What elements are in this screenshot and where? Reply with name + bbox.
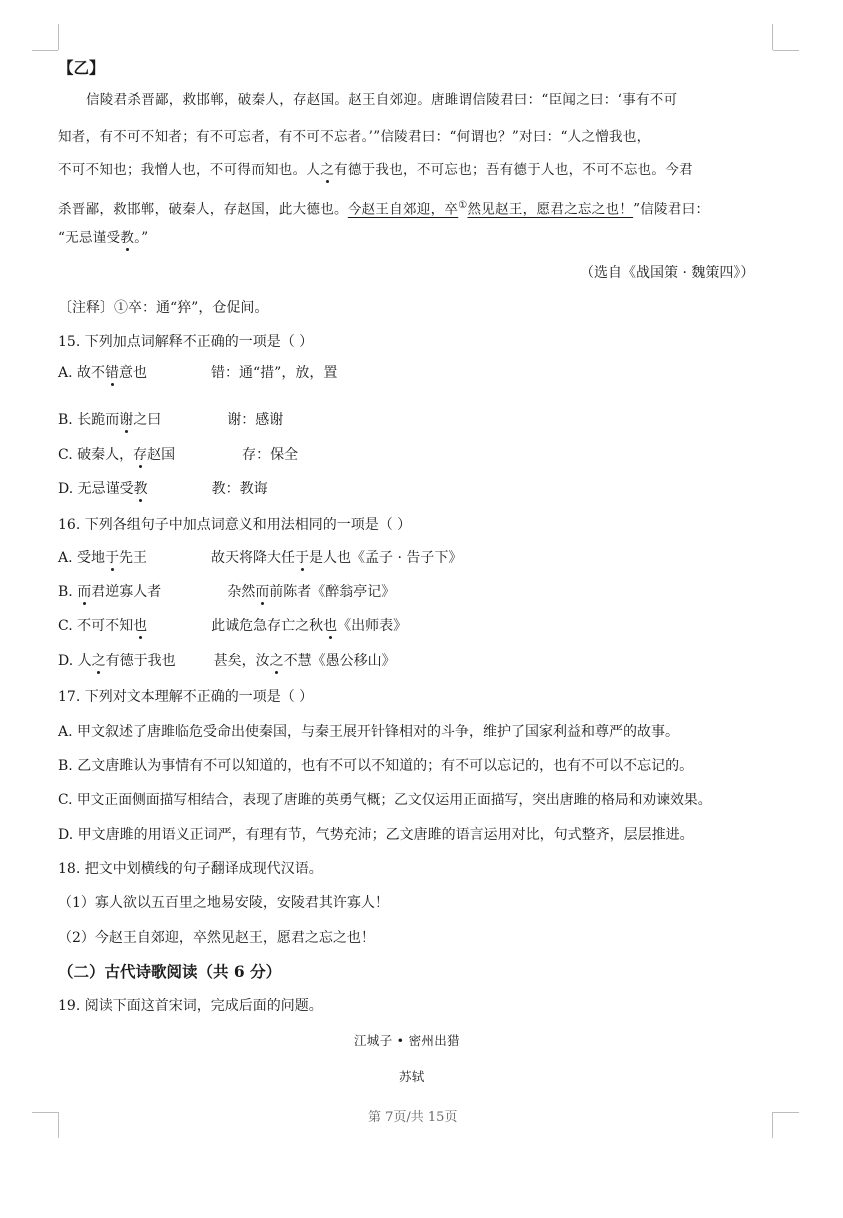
q16-b-s2-text: 杂然 — [227, 584, 256, 600]
q15-c-dotted: 存 — [133, 447, 148, 463]
underlined-sentence-part-1: 今赵王自郊迎，卒 — [347, 201, 459, 218]
q15-a-text-2: 意也 — [119, 365, 148, 381]
passage-line-4-a: 杀晋鄙，救邯郸，破秦人，存赵国，此大德也。 — [58, 201, 348, 218]
option-letter: C. — [58, 447, 73, 463]
q16-b-s1-dotted: 而 — [77, 584, 92, 600]
option-letter: B. — [58, 584, 73, 600]
q15-c-text-1: 破秦人， — [77, 447, 134, 463]
crop-mark-top-right-v — [772, 24, 773, 50]
q15-option-d — [58, 479, 268, 499]
q16-option-b — [58, 582, 395, 602]
q17-option-b: B. 乙文唐雎认为事情有不可以知道的，也有不可以不知道的；有不可以忘记的，也有不可以不忘记的。 — [58, 758, 694, 774]
q15-d-explanation: 教：教诲 — [211, 481, 268, 497]
option-letter: B. — [58, 412, 73, 428]
q15-a-text-1: 故不 — [77, 365, 106, 381]
q17-option-a: A. 甲文叙述了唐雎临危受命出使秦国，与秦王展开针锋相对的斗争，维护了国家利益和尊严的故事。 — [58, 724, 680, 740]
q16-c-s1-dotted: 也 — [133, 618, 148, 634]
q16-b-s1-rest: 君逆寡人者 — [91, 584, 162, 600]
crop-mark-top-right — [773, 50, 799, 51]
option-letter: D. — [58, 481, 74, 497]
q16-d-s1-dotted: 之 — [91, 653, 106, 669]
footnote-marker: ① — [458, 200, 468, 211]
passage-line-1: 信陵君杀晋鄙，救邯郸，破秦人，存赵国。赵王自郊迎。唐雎谓信陵君曰：“臣闻之曰：‘事有不可 — [86, 92, 678, 108]
q16-c-s2-rest: 《出师表》 — [337, 618, 408, 634]
q16-a-s1-text: 受地 — [77, 550, 106, 566]
q15-option-c — [58, 445, 298, 465]
q18-stem: 18. 把文中划横线的句子翻译成现代汉语。 — [58, 861, 323, 877]
q15-c-text-2: 赵国 — [147, 447, 176, 463]
q15-stem: 15. 下列加点词解释不正确的一项是（ ） — [58, 334, 314, 350]
option-letter: D. — [58, 653, 74, 669]
q18-sentence-1: （1）寡人欲以五百里之地易安陵，安陵君其许寡人！ — [58, 895, 389, 911]
q16-d-s1-rest: 有德于我也 — [105, 653, 176, 669]
q19-stem: 19. 阅读下面这首宋词，完成后面的问题。 — [58, 998, 323, 1014]
passage-line-2: 知者，有不可不知者；有不可忘者，有不可不忘者。’”信陵君曰：“何谓也？”对曰：“人之憎我也， — [58, 129, 651, 145]
annotation: 〔注释〕①卒：通“猝”，仓促间。 — [58, 300, 269, 316]
q16-a-s2-dotted: 于 — [295, 550, 310, 566]
dotted-word-jiao: 教 — [120, 230, 135, 246]
passage-line-5 — [58, 228, 148, 248]
q16-b-s2-rest: 前陈者《醉翁亭记》 — [269, 584, 396, 600]
q15-option-b — [58, 410, 283, 430]
crop-mark-top-left — [32, 50, 58, 51]
q16-a-s1-dotted: 于 — [105, 550, 120, 566]
crop-mark-bottom-left — [32, 1112, 58, 1113]
underlined-sentence-part-2: 然见赵王，愿君之忘之也！ — [467, 201, 634, 218]
q16-option-d — [58, 651, 396, 671]
q17-stem: 17. 下列对文本理解不正确的一项是（ ） — [58, 689, 314, 705]
option-letter: C. — [58, 618, 73, 634]
q16-option-c — [58, 616, 407, 636]
section-label: 【乙】 — [58, 58, 105, 77]
page-number: 第 7页/共 15页 — [368, 1110, 458, 1125]
option-letter: A. — [58, 365, 73, 381]
passage-line-3-a: 不可不知也；我憎人也，不可得而知也。人 — [58, 162, 321, 178]
q18-sentence-2: （2）今赵王自郊迎，卒然见赵王，愿君之忘之也！ — [58, 930, 375, 946]
source-citation: （选自《战国策 · 魏策四》） — [580, 265, 755, 281]
q15-b-explanation: 谢：感谢 — [227, 412, 284, 428]
q16-c-s2-dotted: 也 — [323, 618, 338, 634]
option-letter: A. — [58, 550, 73, 566]
section-2-heading: （二）古代诗歌阅读（共 6 分） — [58, 962, 282, 981]
passage-line-3 — [58, 160, 693, 180]
q15-d-text-1: 无忌谨受 — [77, 481, 134, 497]
q17-option-d: D. 甲文唐雎的用语义正词严，有理有节，气势充沛；乙文唐雎的语言运用对比，句式整齐，层层推进。 — [58, 827, 694, 843]
crop-mark-bottom-right — [773, 1112, 799, 1113]
q16-a-s2-rest: 是人也《孟子 · 告子下》 — [309, 550, 463, 566]
q16-a-s2-text: 故天将降大任 — [211, 550, 296, 566]
q16-a-s1-rest: 先王 — [119, 550, 148, 566]
q16-d-s2-text: 甚矣，汝 — [213, 653, 270, 669]
passage-line-4-b: ”信陵君曰： — [633, 201, 710, 218]
q15-d-dotted: 教 — [133, 481, 148, 497]
q16-c-s2-text: 此诚危急存亡之秋 — [211, 618, 324, 634]
poem-title: 江城子 • 密州出猎 — [354, 1033, 460, 1048]
q15-b-text-1: 长跪而 — [77, 412, 120, 428]
crop-mark-bottom-left-v — [58, 1112, 59, 1138]
q15-b-dotted: 谢 — [119, 412, 134, 428]
q16-d-s2-rest: 不慧《愚公移山》 — [283, 653, 396, 669]
poem-author: 苏轼 — [399, 1069, 425, 1084]
q16-d-s2-dotted: 之 — [269, 653, 284, 669]
q15-option-a — [58, 363, 337, 383]
passage-line-3-b: 有德于我也，不可忘也；吾有德于人也，不可不忘也。今君 — [334, 162, 693, 178]
q16-c-s1-text: 不可不知 — [77, 618, 134, 634]
crop-mark-bottom-right-v — [772, 1112, 773, 1138]
passage-line-4 — [58, 196, 709, 220]
q16-stem: 16. 下列各组句子中加点词意义和用法相同的一项是（ ） — [58, 517, 412, 533]
q16-d-s1-text: 人 — [77, 653, 92, 669]
dotted-word-zhi: 之 — [320, 162, 335, 178]
q15-b-text-2: 之曰 — [133, 412, 162, 428]
passage-line-5-b: 。” — [134, 230, 149, 246]
q16-b-s2-dotted: 而 — [255, 584, 270, 600]
q16-option-a — [58, 548, 462, 568]
q15-a-dotted: 错 — [105, 365, 120, 381]
crop-mark-top-left-v — [58, 24, 59, 50]
passage-line-5-a: “无忌谨受 — [58, 230, 121, 246]
q17-option-c: C. 甲文正面侧面描写相结合，表现了唐雎的英勇气概；乙文仅运用正面描写，突出唐雎的格局和劝谏效果。 — [58, 792, 712, 808]
q15-a-explanation: 错：通“措”，放，置 — [211, 365, 338, 381]
q15-c-explanation: 存：保全 — [242, 447, 299, 463]
